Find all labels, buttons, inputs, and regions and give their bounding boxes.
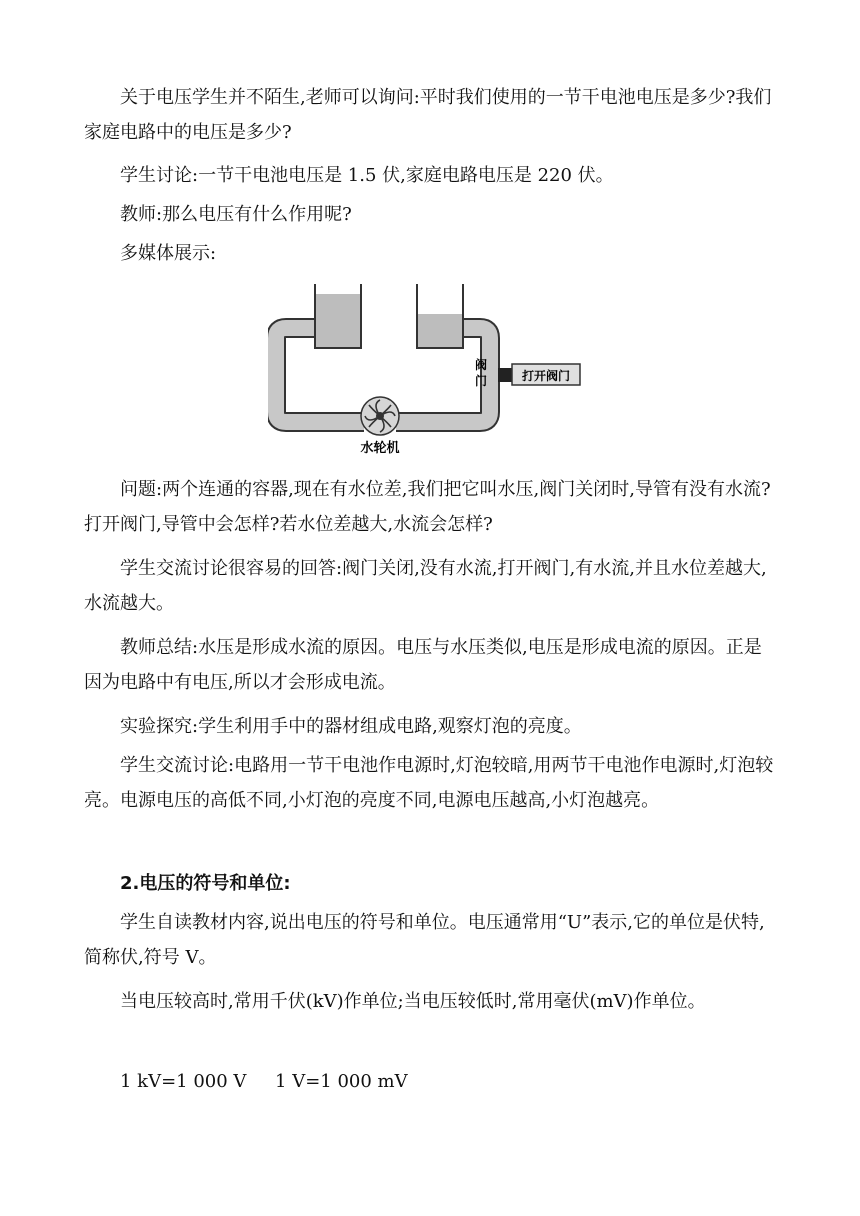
valve-label-1: 阀 <box>474 358 488 372</box>
water-pressure-diagram <box>268 284 588 460</box>
paragraph-question: 问题:两个连通的容器,现在有水位差,我们把它叫水压,阀门关闭时,导管有没有水流?打开阀门,导管中会怎样?若水位差越大,水流会怎样? <box>84 479 771 535</box>
paragraph-teacher-summary: 教师总结:水压是形成水流的原因。电压与水压类似,电压是形成电流的原因。正是因为电路中有电压,所以才会形成电流。 <box>84 637 762 693</box>
turbine-icon <box>361 397 399 435</box>
right-container <box>417 284 463 348</box>
unit-conversion-formula: 1 kV=1 000 V 1 V=1 000 mV <box>120 1071 408 1092</box>
open-valve-box <box>512 364 580 385</box>
left-container <box>315 284 361 348</box>
paragraph-kv-mv: 当电压较高时,常用千伏(kV)作单位;当电压较低时,常用毫伏(mV)作单位。 <box>120 991 706 1012</box>
paragraph-voltage-intro: 关于电压学生并不陌生,老师可以询问:平时我们使用的一节干电池电压是多少?我们家庭电路中的电压是多少? <box>84 87 772 143</box>
paragraph-student-exchange: 学生交流讨论:电路用一节干电池作电源时,灯泡较暗,用两节干电池作电源时,灯泡较亮。电源电压的高低不同,小灯泡的亮度不同,电源电压越高,小灯泡越亮。 <box>84 755 774 811</box>
paragraph-student-discussion: 学生讨论:一节干电池电压是 1.5 伏,家庭电路电压是 220 伏。 <box>120 165 614 186</box>
paragraph-multimedia: 多媒体展示: <box>120 243 217 264</box>
valve-label-2: 门 <box>474 374 488 388</box>
section-heading: 2.电压的符号和单位: <box>120 873 291 894</box>
paragraph-student-answer: 学生交流讨论很容易的回答:阀门关闭,没有水流,打开阀门,有水流,并且水位差越大,水流越大。 <box>84 558 767 614</box>
turbine-label: 水轮机 <box>360 441 400 456</box>
open-valve-label: 打开阀门 <box>521 369 571 383</box>
paragraph-symbol-unit: 学生自读教材内容,说出电压的符号和单位。电压通常用“U”表示,它的单位是伏特,简称伏,符号 V。 <box>84 912 765 968</box>
paragraph-teacher-question: 教师:那么电压有什么作用呢? <box>120 204 352 225</box>
paragraph-experiment: 实验探究:学生利用手中的器材组成电路,观察灯泡的亮度。 <box>120 716 582 737</box>
